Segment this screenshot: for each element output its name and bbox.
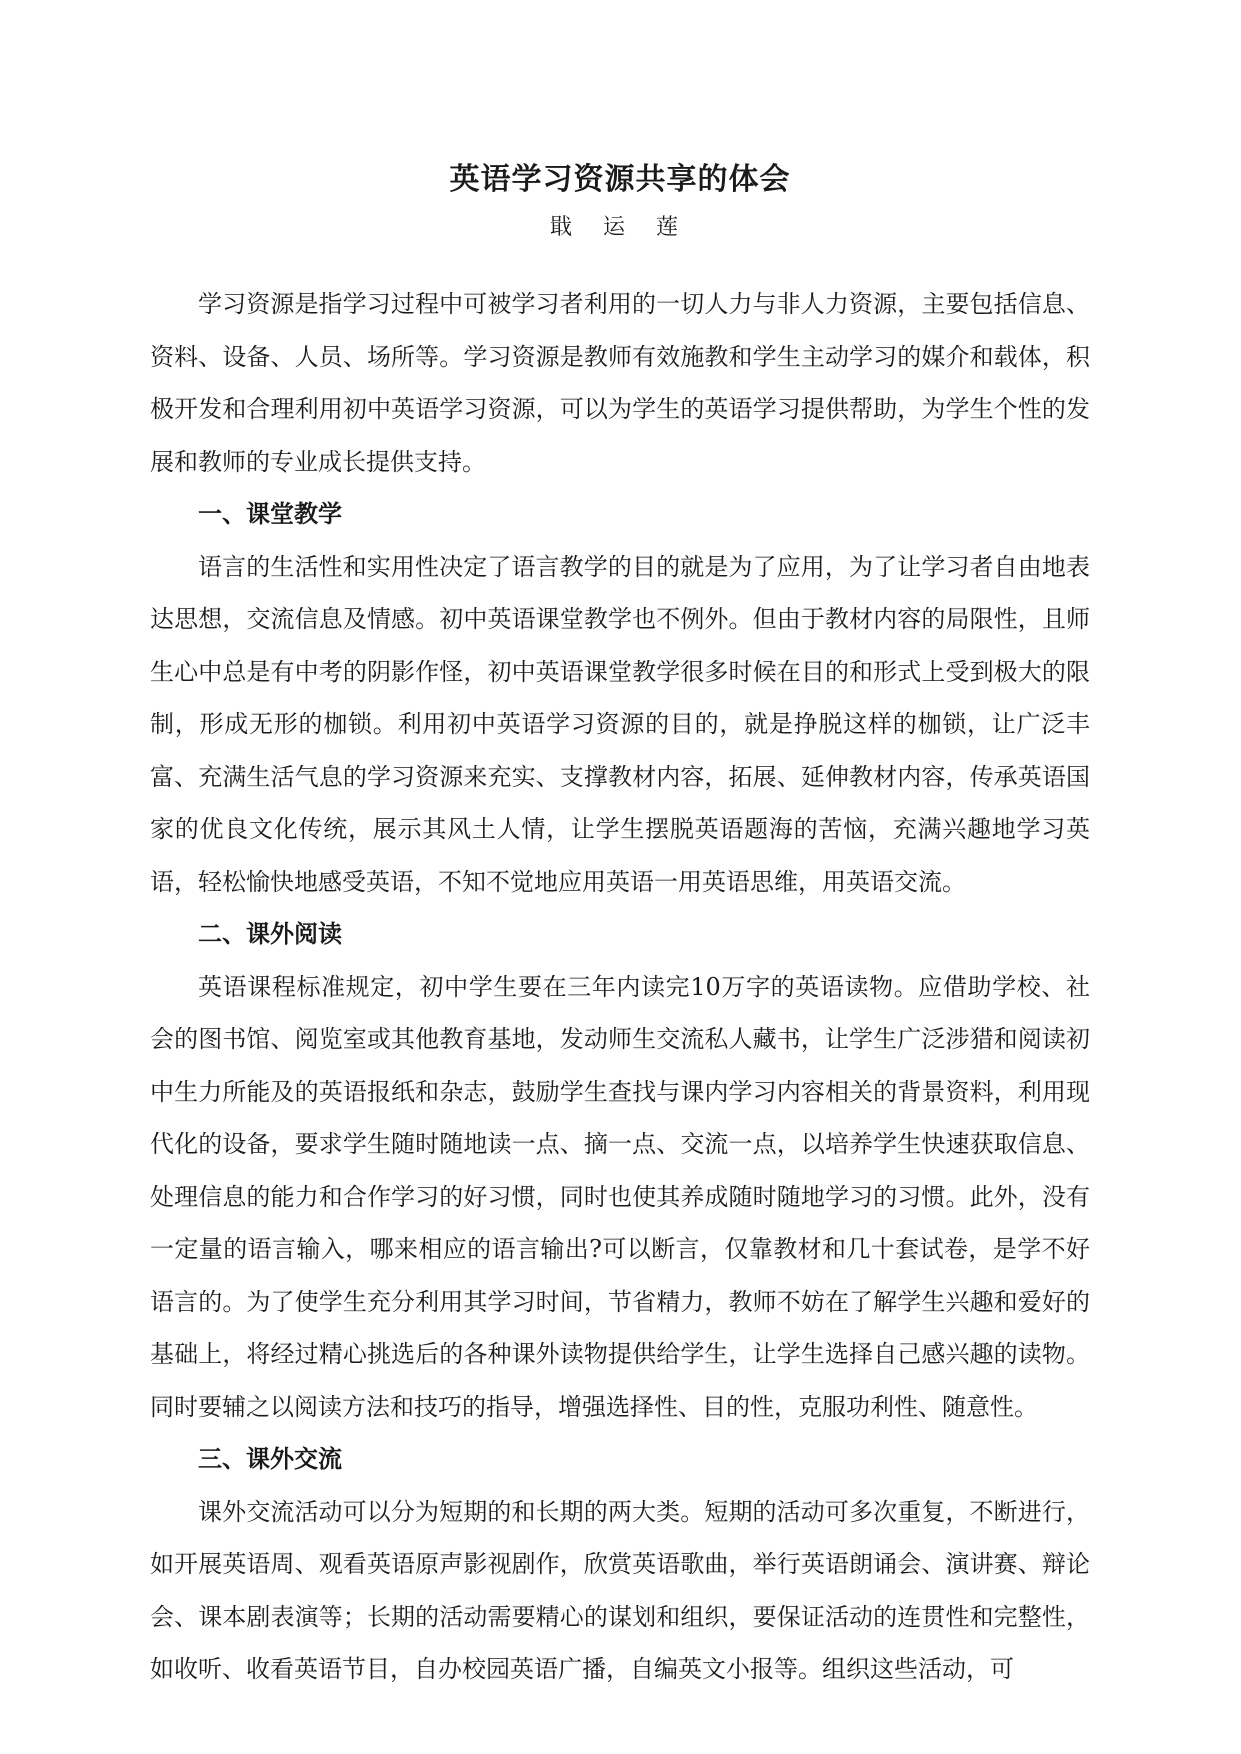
section-paragraph: 英语课程标准规定，初中学生要在三年内读完10万字的英语读物。应借助学校、社会的图书馆、阅览室或其他教育基地，发动师生交流私人藏书，让学生广泛涉猎和阅读初中生力所能及的英语报纸和杂志，鼓励学生查找与课内学习内容相关的背景资料，利用现代化的设备，要求学生随时随地读一点、摘一点、交流一点，以培养学生快速获取信息、处理信息的能力和合作学习的好习惯，同时也使其养成随时随地学习的习惯。此外，没有一定量的语言输入，哪来相应的语言输出?可以断言，仅靠教材和几十套试卷，是学不好语言的。为了使学生充分利用其学习时间，节省精力，教师不妨在了解学生兴趣和爱好的基础上，将经过精心挑选后的各种课外读物提供给学生，让学生选择自己感兴趣的读物。同时要辅之以阅读方法和技巧的指导，增强选择性、目的性，克服功利性、随意性。 bbox=[150, 972, 1090, 1421]
section-heading: 三、课外交流 bbox=[198, 1444, 342, 1473]
section-heading: 二、课外阅读 bbox=[198, 919, 342, 948]
section-paragraph: 课外交流活动可以分为短期的和长期的两大类。短期的活动可多次重复，不断进行，如开展英语周、观看英语原声影视剧作，欣赏英语歌曲，举行英语朗诵会、演讲赛、辩论会、课本剧表演等；长期的活动需要精心的谋划和组织，要保证活动的连贯性和完整性，如收听、收看英语节目，自办校园英语广播，自编英文小报等。组织这些活动，可 bbox=[150, 1497, 1090, 1683]
document-author: 戢 运 莲 bbox=[550, 215, 690, 240]
section-classroom-teaching bbox=[150, 488, 1090, 908]
section-heading: 一、课堂教学 bbox=[198, 499, 342, 528]
intro-paragraph: 学习资源是指学习过程中可被学习者利用的一切人力与非人力资源，主要包括信息、资料、设备、人员、场所等。学习资源是教师有效施教和学生主动学习的媒介和载体，积极开发和合理利用初中英语学习资源，可以为学生的英语学习提供帮助，为学生个性的发展和教师的专业成长提供支持。 bbox=[150, 290, 1090, 476]
section-extracurricular-exchange bbox=[150, 1433, 1090, 1696]
section-paragraph: 语言的生活性和实用性决定了语言教学的目的就是为了应用，为了让学习者自由地表达思想，交流信息及情感。初中英语课堂教学也不例外。但由于教材内容的局限性，且师生心中总是有中考的阴影作怪，初中英语课堂教学很多时候在目的和形式上受到极大的限制，形成无形的枷锁。利用初中英语学习资源的目的，就是挣脱这样的枷锁，让广泛丰富、充满生活气息的学习资源来充实、支撑教材内容，拓展、延伸教材内容，传承英语国家的优良文化传统，展示其风土人情，让学生摆脱英语题海的苦恼，充满兴趣地学习英语，轻松愉快地感受英语，不知不觉地应用英语一用英语思维，用英语交流。 bbox=[150, 552, 1090, 896]
document-title: 英语学习资源共享的体会 bbox=[449, 162, 791, 197]
document-page bbox=[150, 156, 1090, 1696]
section-extracurricular-reading bbox=[150, 908, 1090, 1433]
